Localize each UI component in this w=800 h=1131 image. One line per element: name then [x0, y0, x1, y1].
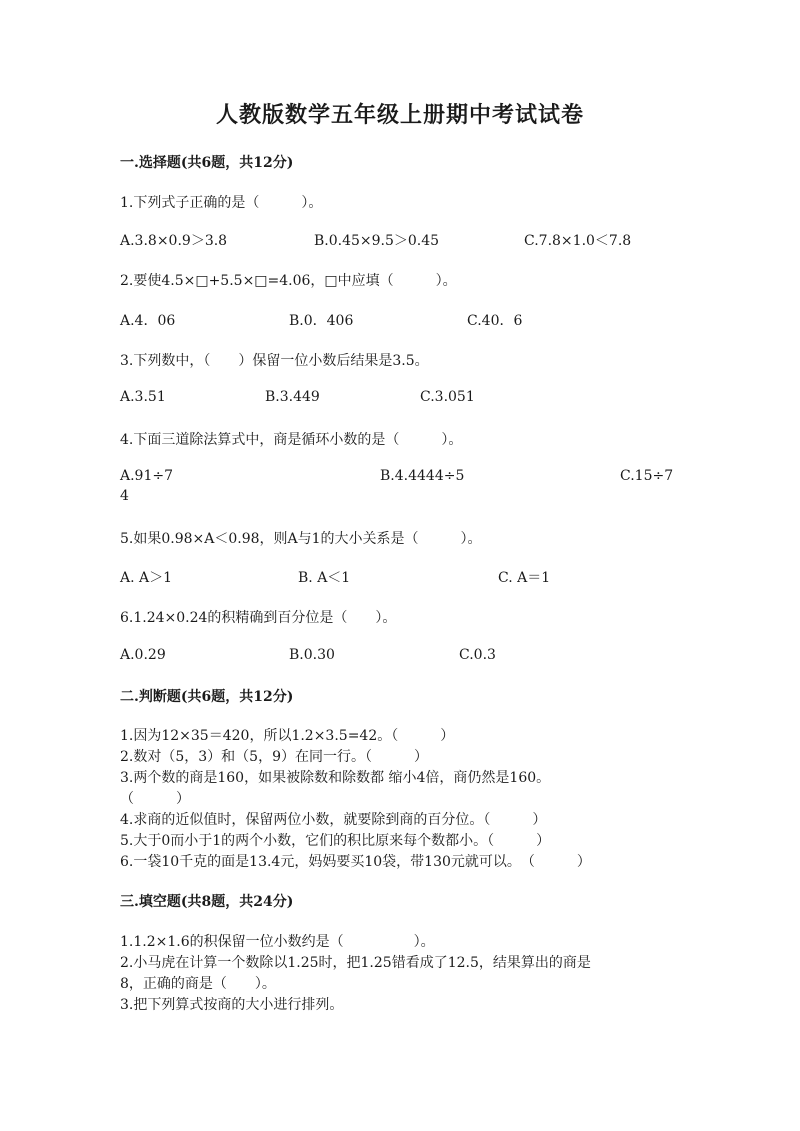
option-c: C.0.3	[459, 647, 496, 663]
judgement-line: （ ）	[120, 791, 190, 807]
option-c: C.7.8×1.0＜7.8	[524, 233, 632, 249]
option-c: C.15÷7	[620, 468, 674, 484]
option-b: B.0．406	[289, 313, 354, 329]
question-2: 2.要使4.5×□+5.5×□=4.06，□中应填（ ）。	[120, 273, 457, 289]
option-wrap-text: 4	[120, 488, 129, 504]
fill-in-line: 1.1.2×1.6的积保留一位小数约是（ ）。	[120, 934, 435, 950]
question-1: 1.下列式子正确的是（ ）。	[120, 195, 323, 211]
question-4: 4.下面三道除法算式中，商是循环小数的是（ ）。	[120, 432, 463, 448]
question-6: 6.1.24×0.24的积精确到百分位是（ ）。	[120, 610, 397, 626]
section-heading-judgement: 二.判断题(共6题，共12分)	[120, 689, 294, 705]
option-a: A.3.51	[120, 389, 166, 405]
section-heading-choice: 一.选择题(共6题，共12分)	[120, 155, 294, 171]
question-5: 5.如果0.98×A＜0.98，则A与1的大小关系是（ ）。	[120, 531, 482, 547]
judgement-line: 5.大于0而小于1的两个小数，它们的积比原来每个数都小。（ ）	[120, 833, 551, 849]
exam-title: 人教版数学五年级上册期中考试试卷	[215, 102, 584, 128]
option-c: C.3.051	[420, 389, 475, 405]
option-b: B.3.449	[265, 389, 320, 405]
fill-in-line: 3.把下列算式按商的大小进行排列。	[120, 997, 344, 1013]
option-a: A.3.8×0.9＞3.8	[120, 233, 228, 249]
section-heading-fill-in: 三.填空题(共8题，共24分)	[120, 894, 294, 910]
option-b: B. A＜1	[298, 570, 351, 586]
judgement-line: 4.求商的近似值时，保留两位小数，就要除到商的百分位。（ ）	[120, 812, 547, 828]
question-3: 3.下列数中，（ ）保留一位小数后结果是3.5。	[120, 353, 429, 369]
fill-in-line: 2.小马虎在计算一个数除以1.25时，把1.25错看成了12.5，结果算出的商是	[120, 955, 591, 971]
judgement-line: 3.两个数的商是160，如果被除数和除数都 缩小4倍，商仍然是160。	[120, 770, 551, 786]
option-a: A. A＞1	[120, 570, 173, 586]
option-c: C. A＝1	[498, 570, 551, 586]
option-b: B.0.45×9.5＞0.45	[314, 233, 440, 249]
option-c: C.40．6	[467, 313, 523, 329]
option-b: B.4.4444÷5	[380, 468, 465, 484]
option-a: A.4．06	[120, 313, 176, 329]
fill-in-line: 8，正确的商是（ ）。	[120, 976, 276, 992]
option-a: A.0.29	[120, 647, 166, 663]
judgement-line: 6.一袋10千克的面是13.4元，妈妈要买10袋，带130元就可以。 （ ）	[120, 854, 591, 870]
option-b: B.0.30	[289, 647, 335, 663]
judgement-line: 1.因为12×35＝420，所以1.2×3.5=42。（ ）	[120, 728, 455, 744]
option-a: A.91÷7	[120, 468, 174, 484]
judgement-line: 2.数对（5，3）和（5，9）在同一行。（ ）	[120, 749, 428, 765]
